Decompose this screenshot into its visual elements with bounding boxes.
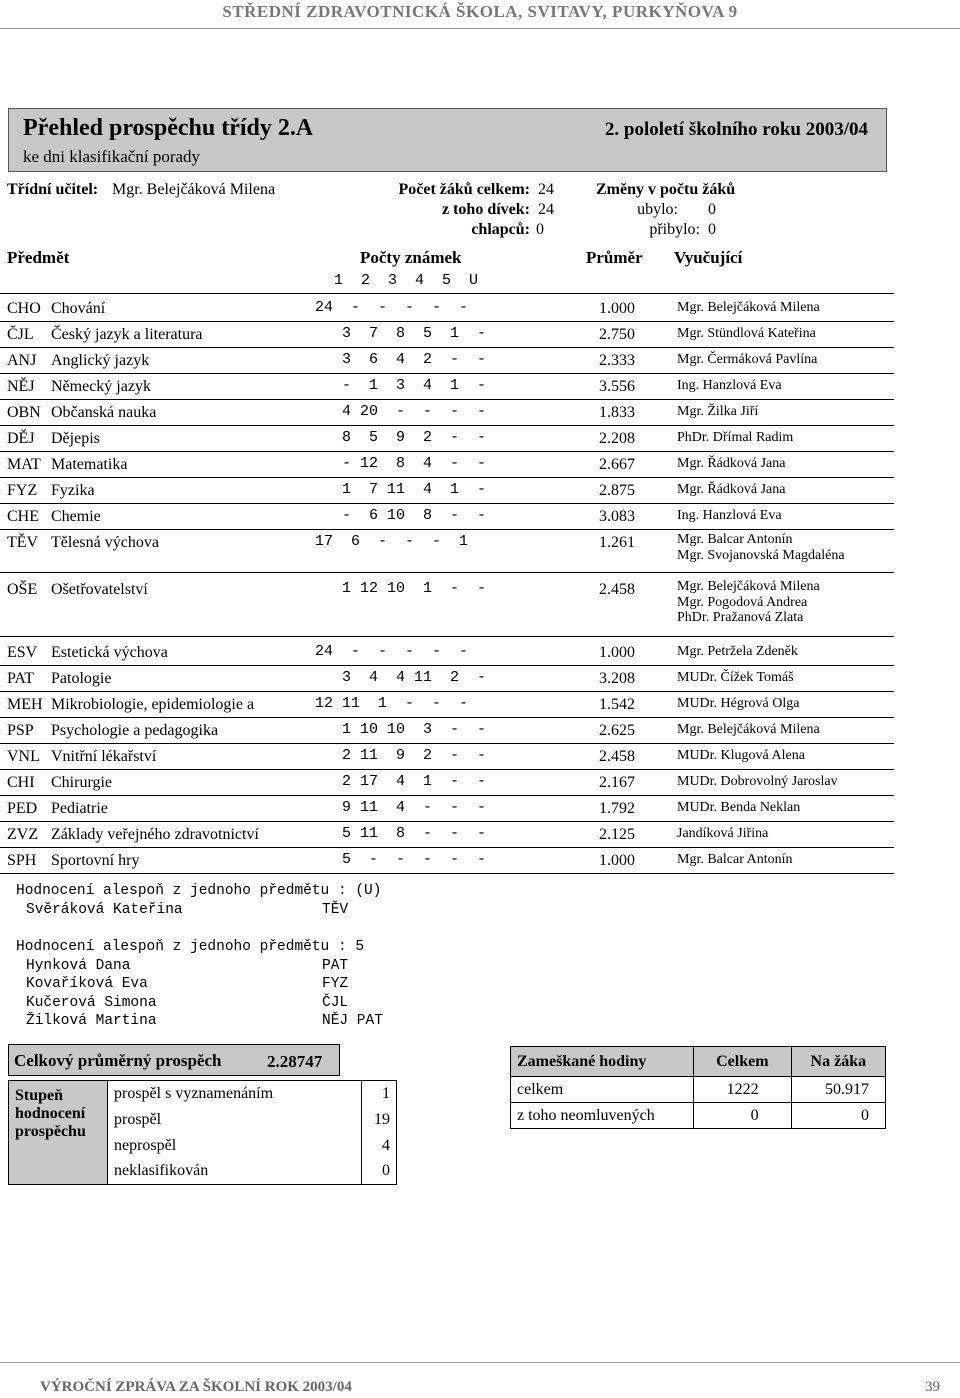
results-table <box>8 1080 397 1185</box>
subject-average: 1.792 <box>599 800 635 817</box>
subject-average: 2.625 <box>599 722 635 739</box>
notes-5-subjects: NĚJ PAT <box>322 1013 383 1029</box>
grade-counts: - 1 3 4 1 - <box>315 377 487 394</box>
teacher-name: Mgr. Řádková Jana <box>677 482 786 497</box>
subject-average: 2.458 <box>599 748 635 765</box>
teacher-name: Mgr. Belejčáková Milena <box>677 722 820 737</box>
grade-counts: 2 17 4 1 - - <box>315 773 487 790</box>
subject-row <box>0 532 960 563</box>
result-value: 1 <box>362 1081 397 1107</box>
row-separator <box>0 503 894 504</box>
grade-counts: 12 11 1 - - - <box>315 695 469 712</box>
notes-5-subjects: ČJL <box>322 995 349 1011</box>
row-separator <box>0 347 894 348</box>
subject-row <box>0 300 960 326</box>
notes-5-name: Hynková Dana <box>26 958 131 974</box>
column-teacher: Vyučující <box>674 248 743 267</box>
subject-name: Pediatrie <box>51 800 108 817</box>
grade-counts: 17 6 - - - 1 <box>315 533 469 550</box>
subject-code: DĚJ <box>7 430 35 447</box>
subject-teachers <box>677 326 816 342</box>
subject-row <box>0 826 960 852</box>
teacher-name: Mgr. Čermáková Pavlína <box>677 352 818 367</box>
grade-counts: 3 4 4 11 2 - <box>315 669 487 686</box>
left-label: ubylo: <box>637 201 678 218</box>
subject-row <box>0 852 960 878</box>
grade-counts: 1 12 10 1 - - <box>315 580 487 597</box>
subject-teachers <box>677 852 793 868</box>
teacher-name: Mgr. Stündlová Kateřina <box>677 326 816 341</box>
subject-row <box>0 352 960 378</box>
header-divider <box>0 28 960 29</box>
grade-counts: 1 10 10 3 - - <box>315 721 487 738</box>
subject-code: ANJ <box>7 352 37 369</box>
subject-name: Chování <box>51 300 106 317</box>
row-separator <box>0 821 894 822</box>
teacher-name: Mgr. Žilka Jiří <box>677 404 759 419</box>
subject-teachers <box>677 300 820 316</box>
subject-teachers <box>677 722 820 738</box>
subject-name: Základy veřejného zdravotnictví <box>51 826 259 843</box>
notes-5-name: Kučerová Simona <box>26 995 157 1011</box>
subject-average: 1.261 <box>599 534 635 551</box>
grade-counts: 24 - - - - - <box>315 643 469 660</box>
row-separator <box>0 477 894 478</box>
subject-row <box>0 404 960 430</box>
notes-5-heading: Hodnocení alespoň z jednoho předmětu : 5 <box>16 939 365 955</box>
teacher-name: PhDr. Pražanová Zlata <box>677 610 804 625</box>
subject-name: Patologie <box>51 670 112 687</box>
result-value: 19 <box>362 1107 397 1133</box>
column-average: Průměr <box>586 248 643 267</box>
subject-row <box>0 378 960 404</box>
column-grades: Počty známek <box>360 248 462 267</box>
title-box <box>8 108 887 172</box>
row-separator <box>0 399 894 400</box>
subject-name: Ošetřovatelství <box>51 581 148 598</box>
grade-counts: 4 20 - - - - <box>315 403 487 420</box>
subject-name: Sportovní hry <box>51 852 140 869</box>
class-teacher-label: Třídní učitel: <box>7 181 99 198</box>
changes-label: Změny v počtu žáků <box>596 181 736 198</box>
grade-counts: 1 7 11 4 1 - <box>315 481 487 498</box>
subject-code: CHI <box>7 774 35 791</box>
footer-divider <box>0 1362 960 1363</box>
subject-average: 2.875 <box>599 482 635 499</box>
subject-average: 1.000 <box>599 852 635 869</box>
notes-u-heading: Hodnocení alespoň z jednoho předmětu : (U) <box>16 883 382 899</box>
teacher-name: Mgr. Balcar Antonín <box>677 852 793 867</box>
teacher-name: Jandíková Jiřina <box>677 826 769 841</box>
subject-teachers <box>677 774 838 790</box>
subject-row <box>0 326 960 352</box>
subject-teachers <box>677 378 782 394</box>
subject-code: SPH <box>7 852 37 869</box>
row-separator <box>0 769 894 770</box>
grade-counts: 5 11 8 - - - <box>315 825 487 842</box>
subject-average: 1.000 <box>599 644 635 661</box>
subject-code: VNL <box>7 748 40 765</box>
row-separator <box>0 665 894 666</box>
subject-code: CHO <box>7 300 41 317</box>
grade-counts: - 12 8 4 - - <box>315 455 487 472</box>
subject-name: Anglický jazyk <box>51 352 150 369</box>
subject-teachers <box>677 644 798 660</box>
grade-counts: 3 6 4 2 - - <box>315 351 487 368</box>
added-label: přibylo: <box>649 221 700 238</box>
absence-header: Zameškané hodiny <box>511 1047 694 1077</box>
subject-average: 2.333 <box>599 352 635 369</box>
result-value: 4 <box>362 1133 397 1159</box>
subject-code: TĚV <box>7 534 39 551</box>
teacher-name: MUDr. Dobrovolný Jaroslav <box>677 774 838 789</box>
subject-teachers <box>677 430 793 446</box>
subject-average: 2.750 <box>599 326 635 343</box>
subject-name: Dějepis <box>51 430 100 447</box>
result-label: prospěl s vyznamenáním <box>108 1081 362 1107</box>
overall-average-box <box>8 1044 340 1076</box>
subject-row <box>0 722 960 748</box>
row-separator <box>0 847 894 848</box>
teacher-name: MUDr. Benda Neklan <box>677 800 801 815</box>
subject-name: Chirurgie <box>51 774 113 791</box>
subject-name: Chemie <box>51 508 101 525</box>
header-separator <box>0 293 894 294</box>
teacher-name: Mgr. Balcar Antonín <box>677 532 793 547</box>
subject-code: ZVZ <box>7 826 39 843</box>
teacher-name: Ing. Hanzlová Eva <box>677 508 782 523</box>
grade-counts: 9 11 4 - - - <box>315 799 487 816</box>
absence-header: Celkem <box>694 1047 792 1077</box>
subject-teachers <box>677 748 805 764</box>
school-header: STŘEDNÍ ZDRAVOTNICKÁ ŠKOLA, SVITAVY, PURKYŇOVA 9 <box>222 2 738 21</box>
absence-table <box>510 1046 886 1129</box>
subject-average: 1.000 <box>599 300 635 317</box>
subject-average: 2.667 <box>599 456 635 473</box>
page-number: 39 <box>925 1379 940 1395</box>
subject-code: NĚJ <box>7 378 35 395</box>
subject-teachers <box>677 352 817 368</box>
row-separator <box>0 572 894 573</box>
subject-row <box>0 456 960 482</box>
row-separator <box>0 636 894 637</box>
subject-average: 1.833 <box>599 404 635 421</box>
subject-teachers <box>677 826 768 842</box>
girls-count: 24 <box>538 201 554 218</box>
column-subject: Předmět <box>7 248 70 267</box>
absence-row-label: celkem <box>511 1077 694 1103</box>
results-label: Stupeň hodnocení prospěchu <box>9 1081 108 1185</box>
subject-name: Estetická výchova <box>51 644 168 661</box>
subject-code: PED <box>7 800 38 817</box>
left-count: 0 <box>708 201 716 218</box>
subject-code: CHE <box>7 508 39 525</box>
subject-code: MEH <box>7 696 43 713</box>
subject-teachers <box>677 482 785 498</box>
row-separator <box>0 795 894 796</box>
subject-teachers <box>677 532 845 563</box>
subject-code: OŠE <box>7 581 38 598</box>
absence-header: Na žáka <box>791 1047 885 1077</box>
grade-counts: 2 11 9 2 - - <box>315 747 487 764</box>
subject-row <box>0 430 960 456</box>
result-label: neklasifikován <box>108 1159 362 1185</box>
subject-code: PSP <box>7 722 34 739</box>
result-label: prospěl <box>108 1107 362 1133</box>
page-title: Přehled prospěchu třídy 2.A <box>23 115 314 141</box>
grade-counts: 3 7 8 5 1 - <box>315 325 487 342</box>
row-separator <box>0 873 894 874</box>
row-separator <box>0 451 894 452</box>
absence-row-label: z toho neomluvených <box>511 1103 694 1129</box>
teacher-name: Mgr. Řádková Jana <box>677 456 786 471</box>
subject-row <box>0 482 960 508</box>
subject-teachers <box>677 456 785 472</box>
subject-code: FYZ <box>7 482 38 499</box>
subject-code: PAT <box>7 670 34 687</box>
class-teacher: Mgr. Belejčáková Milena <box>112 181 276 198</box>
overall-average-label: Celkový průměrný prospěch <box>14 1051 222 1070</box>
teacher-name: MUDr. Hégrová Olga <box>677 696 800 711</box>
teacher-name: Mgr. Svojanovská Magdaléna <box>677 547 845 563</box>
result-label: neprospěl <box>108 1133 362 1159</box>
grade-counts: - 6 10 8 - - <box>315 507 487 524</box>
subject-name: Matematika <box>51 456 128 473</box>
subject-row <box>0 748 960 774</box>
teacher-name: Mgr. Belejčáková Milena <box>677 300 820 315</box>
teacher-name: MUDr. Klugová Alena <box>677 748 805 763</box>
subject-name: Psychologie a pedagogika <box>51 722 219 739</box>
subject-code: ČJL <box>7 326 34 343</box>
period-label: 2. pololetí školního roku 2003/04 <box>604 119 868 140</box>
row-separator <box>0 321 894 322</box>
subject-name: Tělesná výchova <box>51 534 159 551</box>
added-count: 0 <box>708 221 716 238</box>
notes-u-subjects: TĚV <box>322 902 349 918</box>
subject-average: 2.125 <box>599 826 635 843</box>
notes-5-subjects: PAT <box>322 958 349 974</box>
subject-average: 2.208 <box>599 430 635 447</box>
page-subtitle: ke dni klasifikační porady <box>23 147 201 166</box>
grade-counts: 24 - - - - - <box>315 299 469 316</box>
absence-per-student: 0 <box>791 1103 885 1129</box>
subject-name: Mikrobiologie, epidemiologie a <box>51 696 255 713</box>
subject-row <box>0 508 960 534</box>
teacher-name: Ing. Hanzlová Eva <box>677 378 782 393</box>
subject-name: Občanská nauka <box>51 404 157 421</box>
subject-average: 3.083 <box>599 508 635 525</box>
overall-average-value: 2.28747 <box>267 1052 323 1071</box>
subject-average: 3.208 <box>599 670 635 687</box>
subject-row <box>0 800 960 826</box>
subject-teachers <box>677 508 782 524</box>
row-separator <box>0 529 894 530</box>
teacher-name: MUDr. Čížek Tomáš <box>677 670 794 685</box>
subject-average: 2.458 <box>599 581 635 598</box>
subject-teachers <box>677 696 799 712</box>
subject-name: Německý jazyk <box>51 378 151 395</box>
boys-label: chlapců: <box>471 221 530 238</box>
absence-total: 0 <box>694 1103 792 1129</box>
subject-row <box>0 774 960 800</box>
row-separator <box>0 425 894 426</box>
subject-code: ESV <box>7 644 38 661</box>
student-count: 24 <box>538 181 554 198</box>
student-count-label: Počet žáků celkem: <box>398 181 530 198</box>
row-separator <box>0 373 894 374</box>
notes-u-name: Svěráková Kateřina <box>26 902 183 918</box>
row-separator <box>0 717 894 718</box>
notes-5-name: Kovaříková Eva <box>26 976 148 992</box>
subject-teachers <box>677 579 820 626</box>
boys-count: 0 <box>536 221 544 238</box>
subject-name: Fyzika <box>51 482 95 499</box>
footer-title: VÝROČNÍ ZPRÁVA ZA ŠKOLNÍ ROK 2003/04 <box>40 1379 352 1395</box>
subject-average: 1.542 <box>599 696 635 713</box>
absence-total: 1222 <box>694 1077 792 1103</box>
notes-5-name: Žilková Martina <box>26 1013 157 1029</box>
teacher-name: Mgr. Petržela Zdeněk <box>677 644 798 659</box>
subject-average: 2.167 <box>599 774 635 791</box>
absence-per-student: 50.917 <box>791 1077 885 1103</box>
subject-name: Český jazyk a literatura <box>51 326 203 343</box>
grade-scale: 1 2 3 4 5 U <box>334 272 479 289</box>
subject-row <box>0 644 960 670</box>
notes-5-subjects: FYZ <box>322 976 349 992</box>
grade-counts: 8 5 9 2 - - <box>315 429 487 446</box>
grade-counts: 5 - - - - - <box>315 851 487 868</box>
row-separator <box>0 743 894 744</box>
teacher-name: Mgr. Pogodová Andrea <box>677 594 808 610</box>
subject-average: 3.556 <box>599 378 635 395</box>
subject-row <box>0 696 960 722</box>
subject-code: MAT <box>7 456 41 473</box>
subject-row <box>0 670 960 696</box>
subject-teachers <box>677 670 794 686</box>
subject-name: Vnitřní lékařství <box>51 748 157 765</box>
row-separator <box>0 691 894 692</box>
teacher-name: Mgr. Belejčáková Milena <box>677 579 820 594</box>
subject-code: OBN <box>7 404 41 421</box>
teacher-name: PhDr. Dřímal Radim <box>677 430 794 445</box>
subject-teachers <box>677 800 800 816</box>
result-value: 0 <box>362 1159 397 1185</box>
subject-teachers <box>677 404 758 420</box>
girls-label: z toho dívek: <box>442 201 530 218</box>
subject-row <box>0 579 960 625</box>
